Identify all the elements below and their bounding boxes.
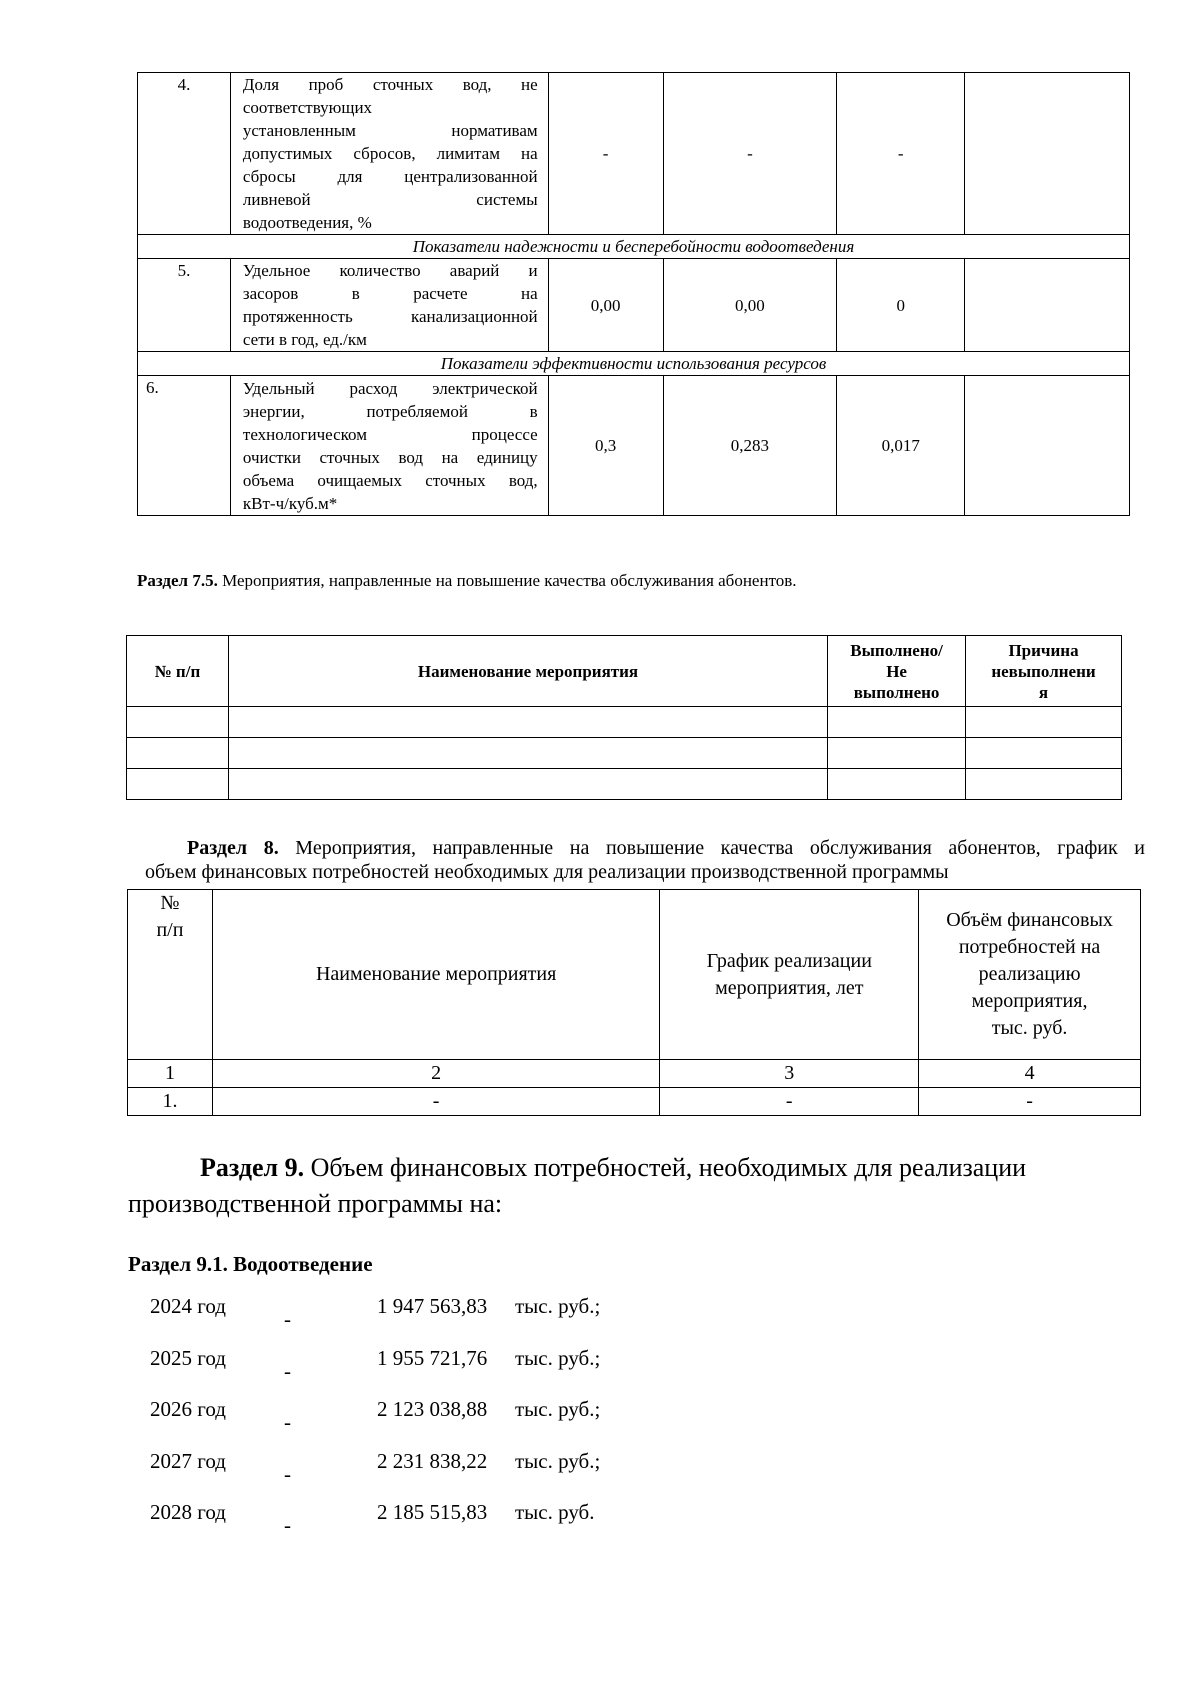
indicator-description bbox=[230, 259, 548, 352]
dash: - bbox=[284, 1462, 291, 1486]
value-cell: 0,3 bbox=[548, 376, 663, 516]
empty-cell bbox=[828, 738, 966, 769]
unit: тыс. руб. bbox=[515, 1500, 595, 1524]
table-row bbox=[127, 707, 1122, 738]
row-number: 5. bbox=[138, 259, 231, 352]
value-cell bbox=[965, 259, 1130, 352]
desc-line: сбросы для централизованной bbox=[242, 167, 538, 186]
desc-line: соответствующих bbox=[242, 98, 373, 117]
heading-line: производственной программы на: bbox=[128, 1189, 503, 1218]
section-text: Мероприятия, направленные на повышение качества обслуживания абонентов. bbox=[222, 571, 797, 590]
header-line: № bbox=[160, 892, 180, 914]
section-9-heading bbox=[128, 1150, 1128, 1222]
header-line: Выполнено/ bbox=[850, 640, 943, 660]
financing-table bbox=[127, 889, 1141, 1116]
year-label: 2025 год bbox=[150, 1346, 226, 1370]
year-label: 2028 год bbox=[150, 1500, 226, 1524]
value-cell: 0,00 bbox=[548, 259, 663, 352]
value-cell: 0,017 bbox=[837, 376, 965, 516]
desc-line: протяженность канализационной bbox=[242, 307, 538, 326]
header-row bbox=[127, 636, 1122, 707]
unit: тыс. руб.; bbox=[515, 1449, 601, 1473]
header-line: выполнено bbox=[853, 682, 940, 702]
desc-line: сети в год, ед./км bbox=[242, 330, 367, 349]
header-line: невыполнени bbox=[991, 661, 1096, 681]
desc-line: ливневой системы bbox=[242, 190, 538, 209]
desc-line: технологическом процессе bbox=[242, 424, 538, 444]
header-cell-done bbox=[828, 636, 966, 707]
empty-cell bbox=[966, 707, 1122, 738]
data-cell: - bbox=[660, 1088, 919, 1116]
header-line: Не bbox=[886, 661, 907, 681]
desc-line: Доля проб сточных вод, не bbox=[242, 75, 538, 94]
index-cell: 2 bbox=[212, 1060, 659, 1088]
empty-cell bbox=[228, 738, 827, 769]
value-cell: 0,00 bbox=[663, 259, 837, 352]
value-cell: - bbox=[548, 73, 663, 235]
header-cell-num bbox=[128, 890, 213, 1060]
index-cell: 3 bbox=[660, 1060, 919, 1088]
index-row bbox=[128, 1060, 1141, 1088]
year-label: 2024 год bbox=[150, 1294, 226, 1318]
header-line: п/п bbox=[156, 919, 184, 941]
value-cell: - bbox=[837, 73, 965, 235]
index-cell: 4 bbox=[919, 1060, 1141, 1088]
dash: - bbox=[284, 1307, 291, 1331]
desc-line: засоров в расчете на bbox=[242, 284, 538, 303]
desc-line: Удельный расход электрической bbox=[242, 378, 538, 398]
section-9-1-heading: Раздел 9.1. Водоотведение bbox=[128, 1252, 373, 1276]
dash: - bbox=[284, 1513, 291, 1537]
amount: 2 231 838,22 bbox=[377, 1449, 488, 1473]
index-cell: 1 bbox=[128, 1060, 213, 1088]
header-line: Объём финансовых bbox=[946, 909, 1113, 931]
header-line: потребностей на bbox=[958, 936, 1101, 958]
row-number: 6. bbox=[138, 376, 231, 516]
empty-cell bbox=[127, 707, 229, 738]
header-cell-reason bbox=[966, 636, 1122, 707]
unit: тыс. руб.; bbox=[515, 1397, 601, 1421]
section-8-heading bbox=[145, 836, 1145, 884]
desc-line: очистки сточных вод на единицу bbox=[242, 447, 538, 467]
section-title: Показатели надежности и бесперебойности водоотведения bbox=[138, 235, 1130, 259]
section-label: Раздел 7.5. bbox=[137, 571, 218, 590]
header-cell-schedule bbox=[660, 890, 919, 1060]
empty-cell bbox=[127, 769, 229, 800]
desc-line: водоотведения, % bbox=[242, 213, 372, 232]
header-line: я bbox=[1038, 682, 1049, 702]
header-line: График реализации bbox=[706, 949, 872, 972]
unit: тыс. руб.; bbox=[515, 1294, 601, 1318]
amount: 1 947 563,83 bbox=[377, 1294, 488, 1318]
header-cell-num: № п/п bbox=[127, 636, 229, 707]
year-label: 2026 год bbox=[150, 1397, 226, 1421]
header-line: тыс. руб. bbox=[991, 1017, 1068, 1039]
value-cell: 0 bbox=[837, 259, 965, 352]
header-line: Причина bbox=[1008, 640, 1079, 660]
indicator-description bbox=[230, 376, 548, 516]
empty-cell bbox=[828, 769, 966, 800]
empty-cell bbox=[127, 738, 229, 769]
empty-cell bbox=[966, 769, 1122, 800]
table-row bbox=[127, 769, 1122, 800]
header-line: мероприятия, лет bbox=[715, 976, 864, 999]
empty-cell bbox=[828, 707, 966, 738]
table-row bbox=[138, 376, 1130, 516]
heading-line bbox=[145, 836, 1145, 860]
heading-line: объем финансовых потребностей необходимых для реализации производственной программы bbox=[145, 861, 949, 883]
amount: 2 185 515,83 bbox=[377, 1500, 488, 1524]
data-cell: 1. bbox=[128, 1088, 213, 1116]
amount: 2 123 038,88 bbox=[377, 1397, 488, 1421]
desc-line: Удельное количество аварий и bbox=[242, 261, 538, 280]
header-cell-name: Наименование мероприятия bbox=[228, 636, 827, 707]
desc-line: энергии, потребляемой в bbox=[242, 401, 538, 421]
measures-table bbox=[126, 635, 1122, 800]
section-row bbox=[138, 235, 1130, 259]
header-line: мероприятия, bbox=[971, 990, 1088, 1012]
amount: 1 955 721,76 bbox=[377, 1346, 488, 1370]
value-cell: 0,283 bbox=[663, 376, 837, 516]
value-cell bbox=[965, 73, 1130, 235]
table-row bbox=[138, 259, 1130, 352]
desc-line: установленным нормативам bbox=[242, 121, 538, 140]
heading-line bbox=[128, 1150, 1128, 1186]
dash: - bbox=[284, 1359, 291, 1383]
section-label: Раздел 9. bbox=[200, 1153, 305, 1182]
table-row bbox=[138, 73, 1130, 235]
table-row bbox=[128, 1088, 1141, 1116]
empty-cell bbox=[966, 738, 1122, 769]
header-cell-name: Наименование мероприятия bbox=[212, 890, 659, 1060]
section-label: Раздел 8. bbox=[187, 837, 279, 859]
desc-line: кВт-ч/куб.м* bbox=[242, 493, 338, 513]
desc-line: допустимых сбросов, лимитам на bbox=[242, 144, 538, 163]
header-line: реализацию bbox=[978, 963, 1081, 985]
indicator-description bbox=[230, 73, 548, 235]
section-7-5-heading bbox=[137, 571, 797, 591]
table-row bbox=[127, 738, 1122, 769]
unit: тыс. руб.; bbox=[515, 1346, 601, 1370]
value-cell bbox=[965, 376, 1130, 516]
row-number: 4. bbox=[138, 73, 231, 235]
header-row bbox=[128, 890, 1141, 1060]
value-cell: - bbox=[663, 73, 837, 235]
empty-cell bbox=[228, 707, 827, 738]
heading-text: Объем финансовых потребностей, необходимых для реализации bbox=[310, 1153, 1027, 1182]
data-cell: - bbox=[212, 1088, 659, 1116]
dash: - bbox=[284, 1410, 291, 1434]
empty-cell bbox=[228, 769, 827, 800]
section-row bbox=[138, 352, 1130, 376]
data-cell: - bbox=[919, 1088, 1141, 1116]
desc-line: объема очищаемых сточных вод, bbox=[242, 470, 538, 490]
heading-text: Мероприятия, направленные на повышение качества обслуживания абонентов, график и bbox=[295, 837, 1146, 859]
header-cell-finance bbox=[919, 890, 1141, 1060]
section-title: Показатели эффективности использования ресурсов bbox=[138, 352, 1130, 376]
year-label: 2027 год bbox=[150, 1449, 226, 1473]
indicators-table bbox=[137, 72, 1130, 516]
